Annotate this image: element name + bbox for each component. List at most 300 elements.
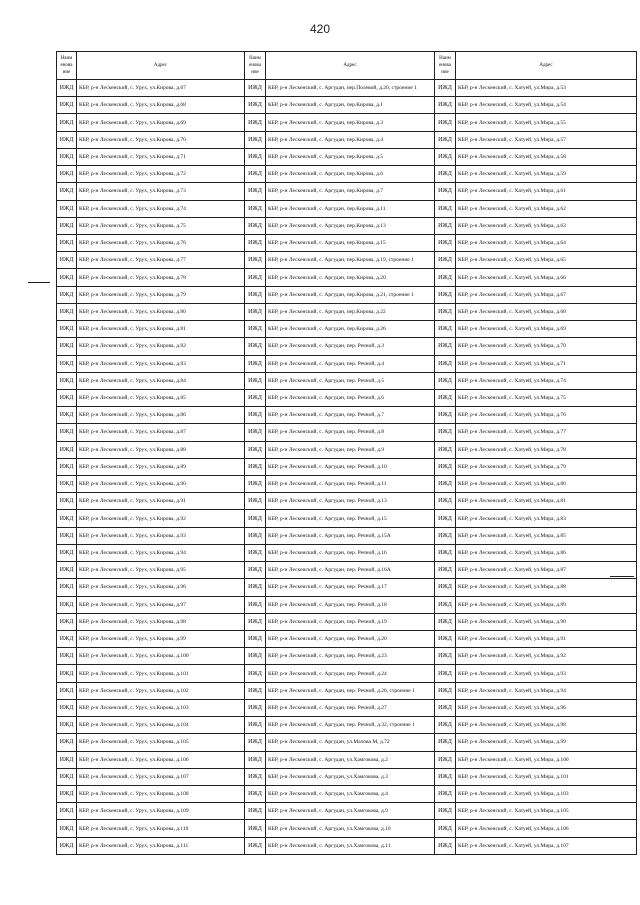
header-address-2: Адрес [266, 52, 435, 80]
code-cell: ИЖД [435, 665, 456, 682]
address-cell: КБР, р-н Лескенский, с. Хатуей, ул.Мира, д.107 [456, 837, 637, 854]
address-cell: КБР, р-н Лескенский, с. Хатуей, ул.Мира, д.62 [456, 200, 637, 217]
code-cell: ИЖД [57, 372, 77, 389]
table-row [57, 682, 637, 699]
address-cell: КБР, р-н Лескенский, с. Хатуей, ул.Мира, д.77 [456, 424, 637, 441]
code-cell: ИЖД [57, 613, 77, 630]
address-cell: КБР, р-н Лескенский, с. Хатуей, ул.Мира, д.74 [456, 372, 637, 389]
address-cell: КБР, р-н Лескенский, с. Урух, ул.Кирова, д.76 [77, 234, 245, 251]
address-cell: КБР, р-н Лескенский, с. Хатуей, ул.Мира, д.67 [456, 286, 637, 303]
code-cell: ИЖД [435, 613, 456, 630]
address-cell: КБР, р-н Лескенский, с. Аргудан, ул.Хамгокова, д.4 [266, 785, 435, 802]
table-row [57, 407, 637, 424]
code-cell: ИЖД [245, 183, 266, 200]
code-cell: ИЖД [245, 734, 266, 751]
address-cell: КБР, р-н Лескенский, с. Урух, ул.Кирова, д.95 [77, 562, 245, 579]
code-cell: ИЖД [57, 476, 77, 493]
table-row [57, 114, 637, 131]
code-cell: ИЖД [57, 820, 77, 837]
table-row [57, 544, 637, 561]
table-row [57, 613, 637, 630]
table-row [57, 97, 637, 114]
address-cell: КБР, р-н Лескенский, с. Хатуей, ул.Мира, д.89 [456, 596, 637, 613]
code-cell: ИЖД [245, 338, 266, 355]
code-cell: ИЖД [245, 579, 266, 596]
address-cell: КБР, р-н Лескенский, с. Хатуей, ул.Мира, д.65 [456, 252, 637, 269]
code-cell: ИЖД [245, 80, 266, 97]
table-row [57, 768, 637, 785]
table-row [57, 527, 637, 544]
address-cell: КБР, р-н Лескенский, с. Урух, ул.Кирова, д.97 [77, 596, 245, 613]
code-cell: ИЖД [57, 80, 77, 97]
code-cell: ИЖД [57, 303, 77, 320]
address-cell: КБР, р-н Лескенский, с. Хатуей, ул.Мира, д.83 [456, 510, 637, 527]
code-cell: ИЖД [57, 269, 77, 286]
code-cell: ИЖД [435, 544, 456, 561]
address-cell: КБР, р-н Лескенский, с. Хатуей, ул.Мира, д.98 [456, 717, 637, 734]
address-cell: КБР, р-н Лескенский, с. Урух, ул.Кирова, д.85 [77, 389, 245, 406]
code-cell: ИЖД [435, 803, 456, 820]
table-row [57, 166, 637, 183]
address-cell: КБР, р-н Лескенский, с. Урух, ул.Кирова, д.101 [77, 665, 245, 682]
code-cell: ИЖД [245, 699, 266, 716]
address-cell: КБР, р-н Лескенский, с. Аргудан, пер. Речной, д.11 [266, 476, 435, 493]
address-cell: КБР, р-н Лескенский, с. Урух, ул.Кирова, д.68 [77, 97, 245, 114]
address-cell: КБР, р-н Лескенский, с. Хатуей, ул.Мира, д.86 [456, 544, 637, 561]
code-cell: ИЖД [57, 734, 77, 751]
table-row [57, 476, 637, 493]
code-cell: ИЖД [245, 717, 266, 734]
code-cell: ИЖД [245, 613, 266, 630]
code-cell: ИЖД [435, 441, 456, 458]
code-cell: ИЖД [245, 665, 266, 682]
address-cell: КБР, р-н Лескенский, с. Урух, ул.Кирова, д.70 [77, 131, 245, 148]
code-cell: ИЖД [245, 785, 266, 802]
code-cell: ИЖД [435, 682, 456, 699]
address-cell: КБР, р-н Лескенский, с. Аргудан, пер. Речной, д.15 [266, 510, 435, 527]
table-row [57, 734, 637, 751]
code-cell: ИЖД [57, 717, 77, 734]
table-row [57, 631, 637, 648]
address-cell: КБР, р-н Лескенский, с. Урух, ул.Кирова, д.111 [77, 837, 245, 854]
address-cell: КБР, р-н Лескенский, с. Урух, ул.Кирова, д.98 [77, 613, 245, 630]
address-cell: КБР, р-н Лескенский, с. Урух, ул.Кирова, д.93 [77, 527, 245, 544]
address-cell: КБР, р-н Лескенский, с. Хатуей, ул.Мира, д.63 [456, 217, 637, 234]
table-row [57, 389, 637, 406]
table-row [57, 269, 637, 286]
address-cell: КБР, р-н Лескенский, с. Урух, ул.Кирова, д.79 [77, 286, 245, 303]
code-cell: ИЖД [435, 321, 456, 338]
code-cell: ИЖД [435, 114, 456, 131]
code-cell: ИЖД [245, 648, 266, 665]
code-cell: ИЖД [245, 407, 266, 424]
code-cell: ИЖД [245, 458, 266, 475]
code-cell: ИЖД [57, 785, 77, 802]
code-cell: ИЖД [57, 148, 77, 165]
address-cell: КБР, р-н Лескенский, с. Хатуей, ул.Мира, д.103 [456, 785, 637, 802]
code-cell: ИЖД [245, 286, 266, 303]
code-cell: ИЖД [435, 510, 456, 527]
address-cell: КБР, р-н Лескенский, с. Аргудан, ул.Махова М, д.72 [266, 734, 435, 751]
code-cell: ИЖД [245, 476, 266, 493]
address-cell: КБР, р-н Лескенский, с. Хатуей, ул.Мира, д.85 [456, 527, 637, 544]
address-cell: КБР, р-н Лескенский, с. Аргудан, пер.Кирова, д.26 [266, 321, 435, 338]
code-cell: ИЖД [57, 321, 77, 338]
code-cell: ИЖД [435, 751, 456, 768]
address-cell: КБР, р-н Лескенский, с. Хатуей, ул.Мира, д.96 [456, 699, 637, 716]
table-row [57, 200, 637, 217]
code-cell: ИЖД [245, 389, 266, 406]
address-cell: КБР, р-н Лескенский, с. Хатуей, ул.Мира, д.81 [456, 493, 637, 510]
address-cell: КБР, р-н Лескенский, с. Аргудан, ул.Хамгокова, д.9 [266, 803, 435, 820]
code-cell: ИЖД [435, 579, 456, 596]
code-cell: ИЖД [57, 562, 77, 579]
code-cell: ИЖД [57, 200, 77, 217]
address-cell: КБР, р-н Лескенский, с. Урух, ул.Кирова, д.94 [77, 544, 245, 561]
address-cell: КБР, р-н Лескенский, с. Урух, ул.Кирова, д.106 [77, 751, 245, 768]
address-cell: КБР, р-н Лескенский, с. Урух, ул.Кирова, д.77 [77, 252, 245, 269]
address-cell: КБР, р-н Лескенский, с. Аргудан, ул.Хамгокова, д.11 [266, 837, 435, 854]
header-address-1: Адрес [77, 52, 245, 80]
code-cell: ИЖД [245, 217, 266, 234]
code-cell: ИЖД [57, 131, 77, 148]
table-row [57, 493, 637, 510]
address-cell: КБР, р-н Лескенский, с. Аргудан, пер. Речной, д.23 [266, 648, 435, 665]
address-cell: КБР, р-н Лескенский, с. Аргудан, ул.Хамгокова, д.10 [266, 820, 435, 837]
address-cell: КБР, р-н Лескенский, с. Урух, ул.Кирова, д.90 [77, 476, 245, 493]
address-cell: КБР, р-н Лескенский, с. Урух, ул.Кирова, д.110 [77, 820, 245, 837]
address-cell: КБР, р-н Лескенский, с. Хатуей, ул.Мира, д.105 [456, 803, 637, 820]
code-cell: ИЖД [435, 372, 456, 389]
code-cell: ИЖД [245, 269, 266, 286]
code-cell: ИЖД [57, 803, 77, 820]
code-cell: ИЖД [57, 527, 77, 544]
code-cell: ИЖД [57, 355, 77, 372]
table-row [57, 355, 637, 372]
table-row [57, 372, 637, 389]
code-cell: ИЖД [57, 648, 77, 665]
code-cell: ИЖД [245, 200, 266, 217]
page-number: 420 [309, 22, 331, 36]
address-cell: КБР, р-н Лескенский, с. Хатуей, ул.Мира, д.101 [456, 768, 637, 785]
address-cell: КБР, р-н Лескенский, с. Хатуей, ул.Мира, д.70 [456, 338, 637, 355]
address-cell: КБР, р-н Лескенский, с. Аргудан, пер.Кирова, д.4 [266, 131, 435, 148]
address-cell: КБР, р-н Лескенский, с. Урух, ул.Кирова, д.81 [77, 321, 245, 338]
address-cell: КБР, р-н Лескенский, с. Урух, ул.Кирова, д.92 [77, 510, 245, 527]
table-row [57, 837, 637, 854]
code-cell: ИЖД [57, 493, 77, 510]
table-row [57, 286, 637, 303]
address-cell: КБР, р-н Лескенский, с. Урух, ул.Кирова, д.83 [77, 355, 245, 372]
code-cell: ИЖД [435, 183, 456, 200]
code-cell: ИЖД [435, 837, 456, 854]
code-cell: ИЖД [57, 751, 77, 768]
table-row [57, 596, 637, 613]
address-cell: КБР, р-н Лескенский, с. Урух, ул.Кирова, д.86 [77, 407, 245, 424]
header-code-1: Наим енова ние [57, 52, 77, 80]
code-cell: ИЖД [245, 510, 266, 527]
table-row [57, 338, 637, 355]
header-code-2: Наим енова ние [245, 52, 266, 80]
address-cell: КБР, р-н Лескенский, с. Аргудан, пер. Речной, д.8 [266, 424, 435, 441]
code-cell: ИЖД [245, 131, 266, 148]
table-row [57, 562, 637, 579]
address-cell: КБР, р-н Лескенский, с. Аргудан, пер.Полевой, д.20, строение 1 [266, 80, 435, 97]
code-cell: ИЖД [57, 699, 77, 716]
code-cell: ИЖД [245, 751, 266, 768]
code-cell: ИЖД [57, 510, 77, 527]
code-cell: ИЖД [245, 682, 266, 699]
code-cell: ИЖД [435, 648, 456, 665]
table-row [57, 424, 637, 441]
code-cell: ИЖД [435, 734, 456, 751]
code-cell: ИЖД [435, 768, 456, 785]
table-row [57, 303, 637, 320]
code-cell: ИЖД [245, 562, 266, 579]
address-table [56, 51, 637, 855]
code-cell: ИЖД [435, 286, 456, 303]
code-cell: ИЖД [435, 80, 456, 97]
address-cell: КБР, р-н Лескенский, с. Урух, ул.Кирова, д.108 [77, 785, 245, 802]
table-row [57, 183, 637, 200]
code-cell: ИЖД [57, 596, 77, 613]
address-cell: КБР, р-н Лескенский, с. Урух, ул.Кирова, д.96 [77, 579, 245, 596]
code-cell: ИЖД [57, 768, 77, 785]
code-cell: ИЖД [245, 148, 266, 165]
table-row [57, 510, 637, 527]
code-cell: ИЖД [57, 389, 77, 406]
address-cell: КБР, р-н Лескенский, с. Хатуей, ул.Мира, д.53 [456, 80, 637, 97]
table-row [57, 803, 637, 820]
code-cell: ИЖД [245, 820, 266, 837]
code-cell: ИЖД [245, 768, 266, 785]
code-cell: ИЖД [57, 286, 77, 303]
code-cell: ИЖД [245, 544, 266, 561]
header-row [57, 52, 637, 80]
address-cell: КБР, р-н Лескенский, с. Аргудан, пер. Речной, д.13 [266, 493, 435, 510]
code-cell: ИЖД [435, 131, 456, 148]
code-cell: ИЖД [57, 579, 77, 596]
address-cell: КБР, р-н Лескенский, с. Урух, ул.Кирова, д.109 [77, 803, 245, 820]
address-cell: КБР, р-н Лескенский, с. Хатуей, ул.Мира, д.79 [456, 458, 637, 475]
address-cell: КБР, р-н Лескенский, с. Урух, ул.Кирова, д.103 [77, 699, 245, 716]
code-cell: ИЖД [435, 166, 456, 183]
code-cell: ИЖД [57, 183, 77, 200]
address-cell: КБР, р-н Лескенский, с. Урух, ул.Кирова, д.71 [77, 148, 245, 165]
code-cell: ИЖД [57, 424, 77, 441]
address-cell: КБР, р-н Лескенский, с. Хатуей, ул.Мира, д.66 [456, 269, 637, 286]
code-cell: ИЖД [57, 252, 77, 269]
code-cell: ИЖД [435, 389, 456, 406]
address-cell: КБР, р-н Лескенский, с. Аргудан, пер. Речной, д.16А [266, 562, 435, 579]
code-cell: ИЖД [57, 631, 77, 648]
code-cell: ИЖД [57, 338, 77, 355]
address-cell: КБР, р-н Лескенский, с. Хатуей, ул.Мира, д.54 [456, 97, 637, 114]
code-cell: ИЖД [245, 252, 266, 269]
code-cell: ИЖД [435, 596, 456, 613]
address-cell: КБР, р-н Лескенский, с. Аргудан, пер. Речной, д.15А [266, 527, 435, 544]
address-cell: КБР, р-н Лескенский, с. Аргудан, ул.Хамгокова, д.2 [266, 751, 435, 768]
address-cell: КБР, р-н Лескенский, с. Хатуей, ул.Мира, д.100 [456, 751, 637, 768]
address-cell: КБР, р-н Лескенский, с. Аргудан, пер. Речной, д.9 [266, 441, 435, 458]
address-cell: КБР, р-н Лескенский, с. Хатуей, ул.Мира, д.88 [456, 579, 637, 596]
code-cell: ИЖД [435, 562, 456, 579]
table-row [57, 717, 637, 734]
code-cell: ИЖД [245, 114, 266, 131]
address-cell: КБР, р-н Лескенский, с. Урух, ул.Кирова, д.107 [77, 768, 245, 785]
table-row [57, 80, 637, 97]
code-cell: ИЖД [245, 234, 266, 251]
address-cell: КБР, р-н Лескенский, с. Урух, ул.Кирова, д.72 [77, 166, 245, 183]
table-row [57, 234, 637, 251]
address-cell: КБР, р-н Лескенский, с. Урух, ул.Кирова, д.89 [77, 458, 245, 475]
address-cell: КБР, р-н Лескенский, с. Аргудан, пер.Кирова, д.7 [266, 183, 435, 200]
code-cell: ИЖД [435, 269, 456, 286]
address-cell: КБР, р-н Лескенский, с. Хатуей, ул.Мира, д.64 [456, 234, 637, 251]
code-cell: ИЖД [245, 303, 266, 320]
code-cell: ИЖД [435, 424, 456, 441]
address-cell: КБР, р-н Лескенский, с. Аргудан, пер. Речной, д.16 [266, 544, 435, 561]
address-cell: КБР, р-н Лескенский, с. Хатуей, ул.Мира, д.58 [456, 148, 637, 165]
code-cell: ИЖД [435, 338, 456, 355]
address-cell: КБР, р-н Лескенский, с. Урух, ул.Кирова, д.82 [77, 338, 245, 355]
header-address-3: Адрес [456, 52, 637, 80]
code-cell: ИЖД [435, 407, 456, 424]
address-cell: КБР, р-н Лескенский, с. Урух, ул.Кирова, д.104 [77, 717, 245, 734]
code-cell: ИЖД [57, 166, 77, 183]
table-row [57, 579, 637, 596]
code-cell: ИЖД [435, 527, 456, 544]
code-cell: ИЖД [435, 97, 456, 114]
code-cell: ИЖД [57, 234, 77, 251]
address-cell: КБР, р-н Лескенский, с. Аргудан, пер. Речной, д.18 [266, 596, 435, 613]
address-cell: КБР, р-н Лескенский, с. Аргудан, пер.Кирова, д.11 [266, 200, 435, 217]
table-row [57, 321, 637, 338]
code-cell: ИЖД [57, 544, 77, 561]
table-row [57, 751, 637, 768]
address-cell: КБР, р-н Лескенский, с. Урух, ул.Кирова, д.105 [77, 734, 245, 751]
table-row [57, 820, 637, 837]
header-code-3: Наим енова ние [435, 52, 456, 80]
code-cell: ИЖД [57, 407, 77, 424]
address-cell: КБР, р-н Лескенский, с. Аргудан, пер.Кирова, д.13 [266, 217, 435, 234]
code-cell: ИЖД [245, 837, 266, 854]
address-cell: КБР, р-н Лескенский, с. Хатуей, ул.Мира, д.92 [456, 648, 637, 665]
address-cell: КБР, р-н Лескенский, с. Урух, ул.Кирова, д.75 [77, 217, 245, 234]
table-row [57, 441, 637, 458]
address-cell: КБР, р-н Лескенский, с. Аргудан, ул.Хамгокова, д.3 [266, 768, 435, 785]
code-cell: ИЖД [245, 424, 266, 441]
code-cell: ИЖД [435, 820, 456, 837]
address-cell: КБР, р-н Лескенский, с. Хатуей, ул.Мира, д.99 [456, 734, 637, 751]
address-cell: КБР, р-н Лескенский, с. Хатуей, ул.Мира, д.93 [456, 665, 637, 682]
address-cell: КБР, р-н Лескенский, с. Аргудан, пер. Речной, д.4 [266, 355, 435, 372]
code-cell: ИЖД [57, 458, 77, 475]
address-cell: КБР, р-н Лескенский, с. Урух, ул.Кирова, д.100 [77, 648, 245, 665]
address-cell: КБР, р-н Лескенский, с. Аргудан, пер.Кирова, д.1 [266, 97, 435, 114]
address-cell: КБР, р-н Лескенский, с. Урух, ул.Кирова, д.80 [77, 303, 245, 320]
code-cell: ИЖД [245, 97, 266, 114]
address-cell: КБР, р-н Лескенский, с. Хатуей, ул.Мира, д.55 [456, 114, 637, 131]
address-cell: КБР, р-н Лескенский, с. Аргудан, пер. Речной, д.10 [266, 458, 435, 475]
address-cell: КБР, р-н Лескенский, с. Хатуей, ул.Мира, д.94 [456, 682, 637, 699]
address-cell: КБР, р-н Лескенский, с. Урух, ул.Кирова, д.88 [77, 441, 245, 458]
code-cell: ИЖД [435, 717, 456, 734]
code-cell: ИЖД [57, 837, 77, 854]
address-cell: КБР, р-н Лескенский, с. Хатуей, ул.Мира, д.91 [456, 631, 637, 648]
code-cell: ИЖД [435, 785, 456, 802]
code-cell: ИЖД [435, 200, 456, 217]
address-cell: КБР, р-н Лескенский, с. Хатуей, ул.Мира, д.80 [456, 476, 637, 493]
address-cell: КБР, р-н Лескенский, с. Урух, ул.Кирова, д.99 [77, 631, 245, 648]
code-cell: ИЖД [245, 631, 266, 648]
address-cell: КБР, р-н Лескенский, с. Хатуей, ул.Мира, д.75 [456, 389, 637, 406]
table-row [57, 217, 637, 234]
address-cell: КБР, р-н Лескенский, с. Аргудан, пер. Речной, д.5 [266, 372, 435, 389]
code-cell: ИЖД [245, 321, 266, 338]
address-cell: КБР, р-н Лескенский, с. Урух, ул.Кирова, д.84 [77, 372, 245, 389]
address-cell: КБР, р-н Лескенский, с. Хатуей, ул.Мира, д.76 [456, 407, 637, 424]
code-cell: ИЖД [245, 596, 266, 613]
address-cell: КБР, р-н Лескенский, с. Аргудан, пер. Речной, д.27 [266, 699, 435, 716]
address-cell: КБР, р-н Лескенский, с. Хатуей, ул.Мира, д.78 [456, 441, 637, 458]
address-cell: КБР, р-н Лескенский, с. Аргудан, пер.Кирова, д.20 [266, 269, 435, 286]
code-cell: ИЖД [435, 458, 456, 475]
code-cell: ИЖД [245, 355, 266, 372]
address-cell: КБР, р-н Лескенский, с. Аргудан, пер.Кирова, д.21, строение 1 [266, 286, 435, 303]
address-cell: КБР, р-н Лескенский, с. Хатуей, ул.Мира, д.71 [456, 355, 637, 372]
code-cell: ИЖД [435, 699, 456, 716]
address-cell: КБР, р-н Лескенский, с. Аргудан, пер. Речной, д.20 [266, 631, 435, 648]
address-cell: КБР, р-н Лескенский, с. Аргудан, пер. Речной, д.26, строение 1 [266, 682, 435, 699]
code-cell: ИЖД [57, 114, 77, 131]
address-cell: КБР, р-н Лескенский, с. Хатуей, ул.Мира, д.61 [456, 183, 637, 200]
table-row [57, 252, 637, 269]
code-cell: ИЖД [57, 97, 77, 114]
code-cell: ИЖД [245, 527, 266, 544]
code-cell: ИЖД [435, 476, 456, 493]
code-cell: ИЖД [435, 355, 456, 372]
address-cell: КБР, р-н Лескенский, с. Аргудан, пер. Речной, д.3 [266, 338, 435, 355]
address-cell: КБР, р-н Лескенский, с. Хатуей, ул.Мира, д.87 [456, 562, 637, 579]
code-cell: ИЖД [435, 493, 456, 510]
address-cell: КБР, р-н Лескенский, с. Хатуей, ул.Мира, д.90 [456, 613, 637, 630]
code-cell: ИЖД [245, 441, 266, 458]
address-cell: КБР, р-н Лескенский, с. Хатуей, ул.Мира, д.106 [456, 820, 637, 837]
address-cell: КБР, р-н Лескенский, с. Аргудан, пер. Речной, д.6 [266, 389, 435, 406]
margin-mark [28, 282, 50, 283]
address-cell: КБР, р-н Лескенский, с. Аргудан, пер.Кирова, д.15 [266, 234, 435, 251]
code-cell: ИЖД [435, 148, 456, 165]
address-cell: КБР, р-н Лескенский, с. Аргудан, пер.Кирова, д.19, строение 1 [266, 252, 435, 269]
table-row [57, 648, 637, 665]
address-cell: КБР, р-н Лескенский, с. Хатуей, ул.Мира, д.59 [456, 166, 637, 183]
address-cell: КБР, р-н Лескенский, с. Аргудан, пер.Кирова, д.6 [266, 166, 435, 183]
code-cell: ИЖД [435, 217, 456, 234]
address-cell: КБР, р-н Лескенский, с. Хатуей, ул.Мира, д.69 [456, 321, 637, 338]
code-cell: ИЖД [245, 372, 266, 389]
address-cell: КБР, р-н Лескенский, с. Аргудан, пер. Речной, д.17 [266, 579, 435, 596]
address-cell: КБР, р-н Лескенский, с. Аргудан, пер.Кирова, д.5 [266, 148, 435, 165]
address-cell: КБР, р-н Лескенский, с. Урух, ул.Кирова, д.74 [77, 200, 245, 217]
address-cell: КБР, р-н Лескенский, с. Хатуей, ул.Мира, д.68 [456, 303, 637, 320]
address-cell: КБР, р-н Лескенский, с. Аргудан, пер.Кирова, д.22 [266, 303, 435, 320]
address-cell: КБР, р-н Лескенский, с. Урух, ул.Кирова, д.91 [77, 493, 245, 510]
table-row [57, 785, 637, 802]
code-cell: ИЖД [57, 665, 77, 682]
address-cell: КБР, р-н Лескенский, с. Урух, ул.Кирова, д.73 [77, 183, 245, 200]
address-cell: КБР, р-н Лескенский, с. Урух, ул.Кирова, д.78 [77, 269, 245, 286]
